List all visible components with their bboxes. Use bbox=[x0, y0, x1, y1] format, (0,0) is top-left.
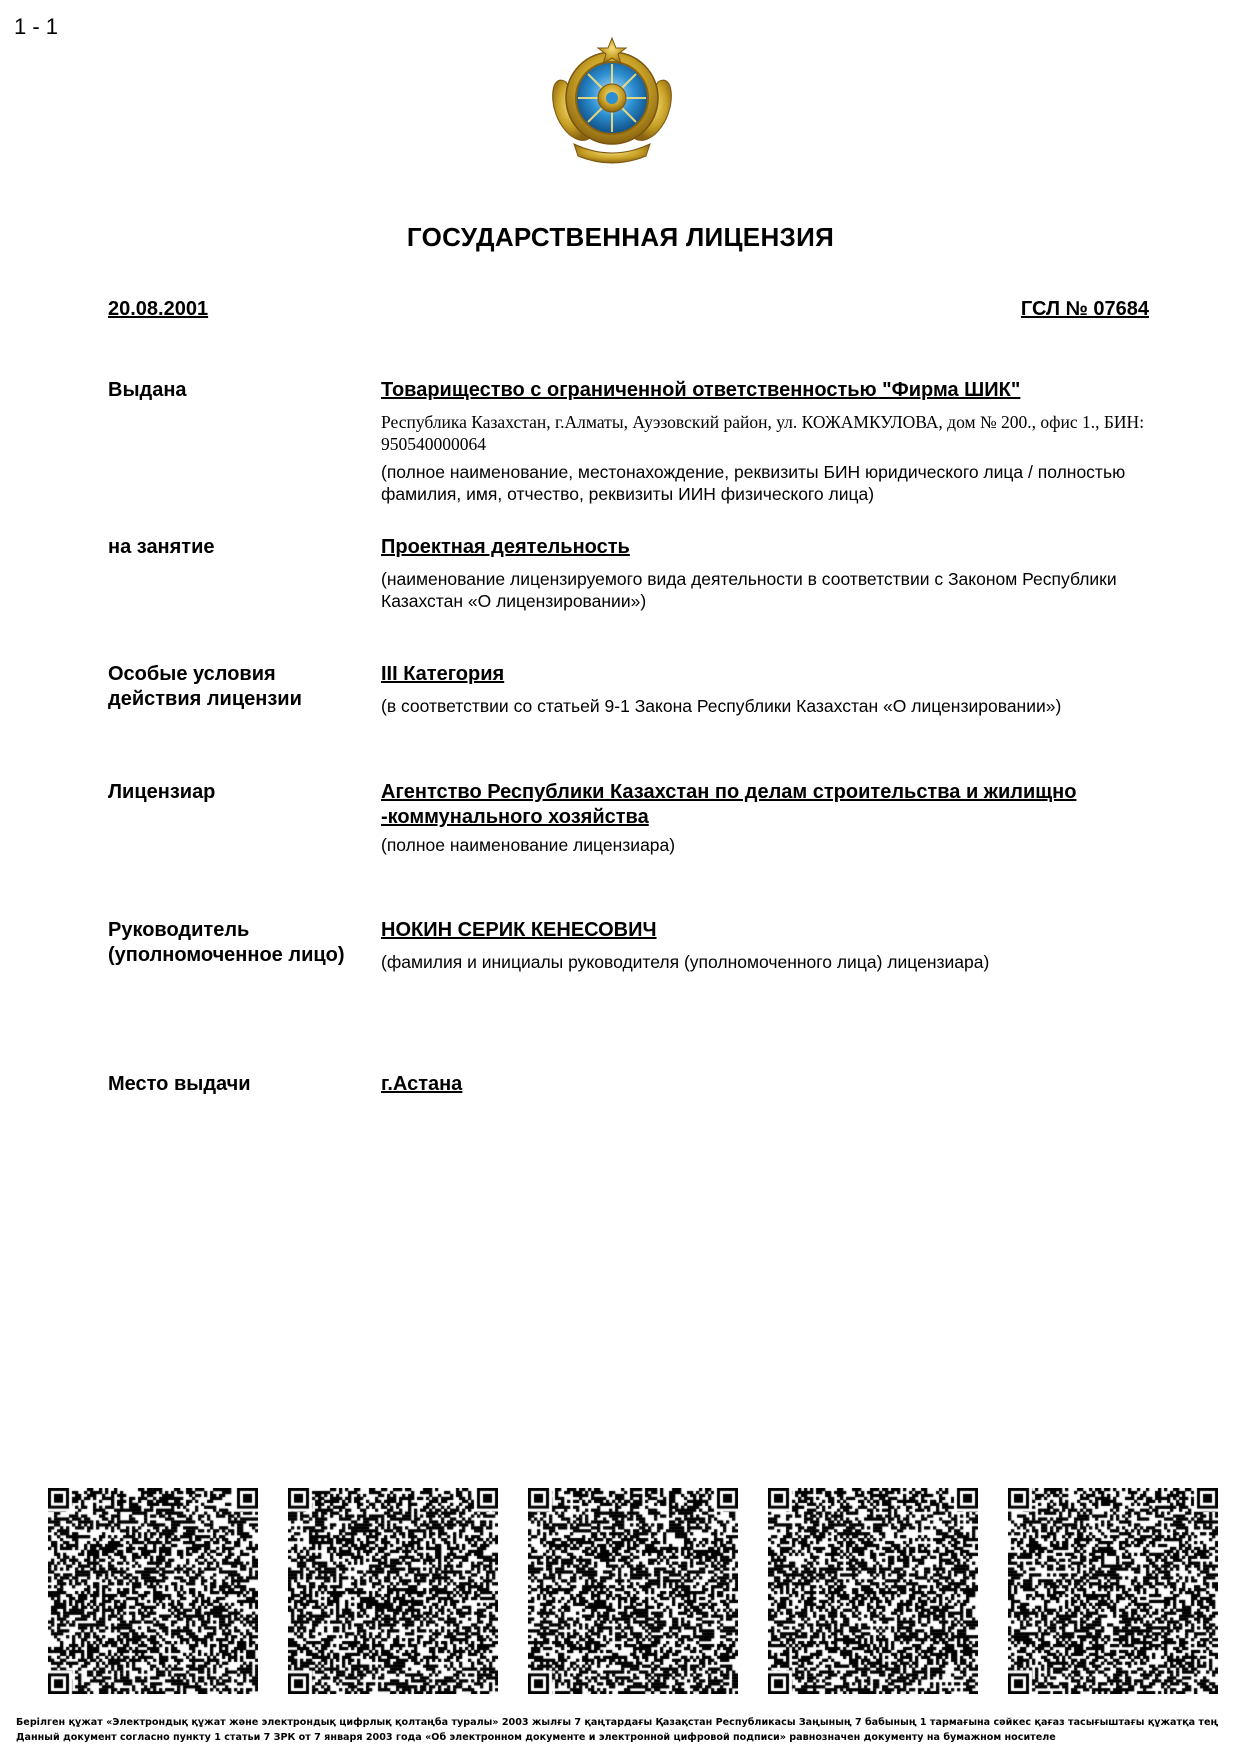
licensee-note: (полное наименование, местонахождение, реквизиты БИН юридического лица / полностью фамилия, имя, отчество, реквизиты ИИН физического лица) bbox=[381, 462, 1126, 504]
head-section bbox=[381, 918, 1161, 973]
special-conditions-label-line1: Особые условия bbox=[108, 663, 276, 685]
head-label-line1: Руководитель bbox=[108, 919, 250, 941]
head-label-line2: (уполномоченное лицо) bbox=[108, 944, 345, 966]
qr-code-strip bbox=[48, 1488, 1224, 1694]
licensee-name: Товарищество с ограниченной ответственностью "Фирма ШИК" bbox=[381, 379, 1021, 401]
issued-to-label: Выдана bbox=[108, 379, 187, 401]
special-conditions-label-line2: действия лицензии bbox=[108, 688, 302, 710]
qr-code-icon bbox=[528, 1488, 738, 1694]
place-label: Место выдачи bbox=[108, 1073, 251, 1095]
state-emblem-icon bbox=[544, 34, 680, 170]
legal-footer bbox=[16, 1715, 1231, 1745]
license-number: ГСЛ № 07684 bbox=[1020, 298, 1149, 320]
special-conditions-section bbox=[381, 662, 1161, 717]
special-conditions-label bbox=[108, 662, 378, 712]
qr-code-icon bbox=[288, 1488, 498, 1694]
footer-line-ru: Данный документ согласно пункту 1 статьи 7 ЗРК от 7 января 2003 года «Об электронном документе и электронной цифровой подписи» равнозначен документу на бумажном носителе bbox=[16, 1732, 1056, 1743]
licensee-address: Республика Казахстан, г.Алматы, Ауэзовский район, ул. КОЖАМКУЛОВА, дом № 200., офис 1., БИН: 950540000064 bbox=[381, 412, 1145, 454]
activity-note: (наименование лицензируемого вида деятельности в соответствии с Законом Республики Казахстан «О лицензировании») bbox=[381, 569, 1117, 611]
licensor-value-line2: -коммунального хозяйства bbox=[381, 806, 649, 828]
place-section bbox=[381, 1072, 1161, 1097]
licensor-label: Лицензиар bbox=[108, 781, 216, 803]
document-title: ГОСУДАРСТВЕННАЯ ЛИЦЕНЗИЯ bbox=[406, 222, 835, 252]
footer-line-kz: Берілген құжат «Электрондық құжат және электрондық цифрлық қолтаңба туралы» 2003 жылғы 7 қаңтардағы Қазақстан Республикасы Заңының 7 бабының 1 тармағына сәйкес қағаз тасығыштағы құжатқа тең bbox=[16, 1717, 1219, 1728]
qr-code-icon bbox=[768, 1488, 978, 1694]
activity-section bbox=[381, 535, 1161, 612]
page-number: 1 - 1 bbox=[14, 14, 59, 39]
qr-code-icon bbox=[48, 1488, 258, 1694]
head-value: НОКИН СЕРИК КЕНЕСОВИЧ bbox=[381, 919, 657, 941]
licensor-section bbox=[381, 780, 1161, 856]
place-value: г.Астана bbox=[381, 1073, 463, 1095]
licensor-note: (полное наименование лицензиара) bbox=[381, 835, 676, 855]
issued-to-section bbox=[381, 378, 1161, 505]
head-note: (фамилия и инициалы руководителя (уполномоченного лица) лицензиара) bbox=[381, 952, 990, 972]
issue-date: 20.08.2001 bbox=[108, 298, 209, 320]
head-label bbox=[108, 918, 378, 968]
activity-value: Проектная деятельность bbox=[381, 536, 630, 558]
qr-code-icon bbox=[1008, 1488, 1218, 1694]
licensor-value-line1: Агентство Республики Казахстан по делам строительства и жилищно bbox=[381, 781, 1077, 803]
special-conditions-value: III Категория bbox=[381, 663, 505, 685]
activity-label: на занятие bbox=[108, 536, 215, 558]
special-conditions-note: (в соответствии со статьей 9-1 Закона Республики Казахстан «О лицензировании») bbox=[381, 696, 1062, 716]
